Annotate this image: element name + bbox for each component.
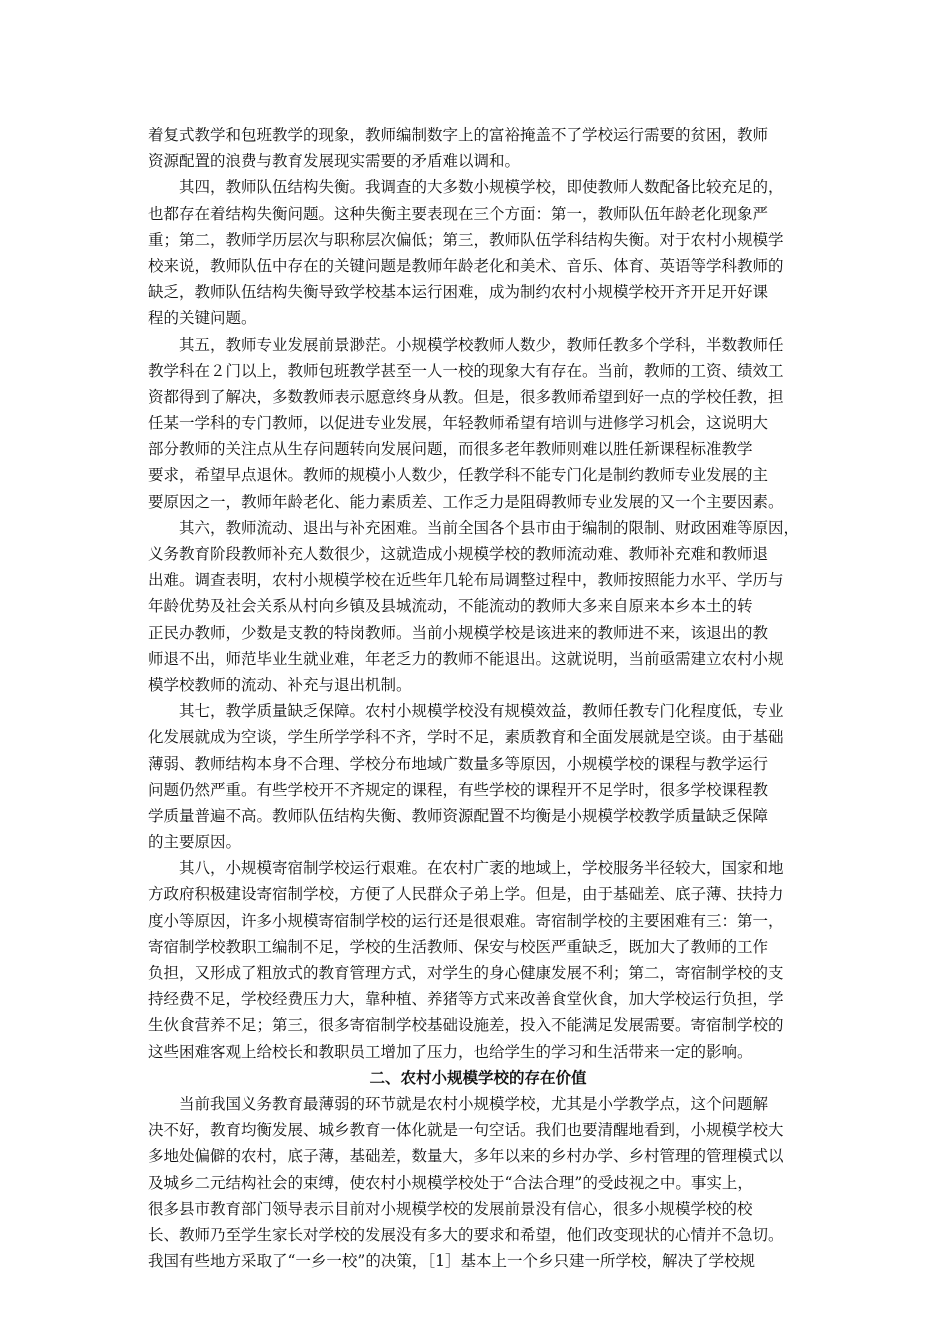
text-line: 重；第二，教师学历层次与职称层次偏低；第三，教师队伍学科结构失衡。对于农村小规模学 <box>148 230 784 249</box>
paragraph-first-line: 其四，教师队伍结构失衡。我调查的大多数小规模学校，即使教师人数配备比较充足的， <box>179 178 784 197</box>
text-line: 资源配置的浪费与教育发展现实需要的矛盾难以调和。 <box>148 152 521 171</box>
text-line: 这些困难客观上给校长和教职员工增加了压力，也给学生的学习和生活带来一定的影响。 <box>148 1042 753 1061</box>
text-line: 要原因之一，教师年龄老化、能力素质差、工作乏力是阻碍教师专业发展的又一个主要因素。 <box>148 492 784 511</box>
text-line: 要求，希望早点退休。教师的规模小人数少，任教学科不能专门化是制约教师专业发展的主 <box>148 466 769 485</box>
text-line: 模学校教师的流动、补充与退出机制。 <box>148 675 412 694</box>
paragraph-first-line: 其七，教学质量缺乏保障。农村小规模学校没有规模效益，教师任教专门化程度低，专业 <box>179 702 784 721</box>
text-line: 部分教师的关注点从生存问题转向发展问题，而很多老年教师则难以胜任新课程标准教学 <box>148 440 753 459</box>
text-line: 义务教育阶段教师补充人数很少，这就造成小规模学校的教师流动难、教师补充难和教师退 <box>148 545 769 563</box>
text-line: 度小等原因，许多小规模寄宿制学校的运行还是很艰难。寄宿制学校的主要困难有三：第一， <box>148 911 784 930</box>
text-line: 化发展就成为空谈，学生所学学科不齐，学时不足，素质教育和全面发展就是空谈。由于基础 <box>148 728 784 747</box>
text-line: 及城乡二元结构社会的束缚，使农村小规模学校处于“合法合理”的受歧视之中。事实上， <box>148 1173 753 1192</box>
text-line: 长、教师乃至学生家长对学校的发展没有多大的要求和希望，他们改变现状的心情并不急切。 <box>148 1225 784 1244</box>
text-line: 程的关键问题。 <box>148 309 257 328</box>
paragraph-first-line: 当前我国义务教育最薄弱的环节就是农村小规模学校，尤其是小学教学点，这个问题解 <box>179 1094 769 1113</box>
text-line: 年龄优势及社会关系从村向乡镇及县城流动，不能流动的教师大多来自原来本乡本土的转 <box>148 597 753 616</box>
text-line: 生伙食营养不足；第三，很多寄宿制学校基础设施差，投入不能满足发展需要。寄宿制学校的 <box>148 1016 784 1035</box>
text-line: 学质量普遍不高。教师队伍结构失衡、教师资源配置不均衡是小规模学校教学质量缺乏保障 <box>148 806 769 825</box>
text-line: 多地处偏僻的农村，底子薄，基础差，数量大，多年以来的乡村办学、乡村管理的管理模式以 <box>148 1147 784 1166</box>
text-line: 校来说，教师队伍中存在的关键问题是教师年龄老化和美术、音乐、体育、英语等学科教师的 <box>148 256 784 275</box>
text-line: 很多县市教育部门领导表示目前对小规模学校的发展前景没有信心，很多小规模学校的校 <box>148 1199 753 1218</box>
paragraph-first-line: 其五，教师专业发展前景渺茫。小规模学校教师人数少，教师任教多个学科，半数教师任 <box>179 335 784 354</box>
text-line: 缺乏，教师队伍结构失衡导致学校基本运行困难，成为制约农村小规模学校开齐开足开好课 <box>148 283 769 302</box>
text-line: 寄宿制学校教职工编制不足，学校的生活教师、保安与校医严重缺乏，既加大了教师的工作 <box>148 937 769 956</box>
section-heading: 二、农村小规模学校的存在价值 <box>369 1068 587 1087</box>
text-line: 持经费不足，学校经费压力大，靠种植、养猪等方式来改善食堂伙食，加大学校运行负担，学 <box>148 990 784 1009</box>
text-line: 正民办教师，少数是支教的特岗教师。当前小规模学校是该进来的教师进不来，该退出的教 <box>148 623 769 642</box>
text-line: 的主要原因。 <box>148 833 242 852</box>
text-line: 薄弱、教师结构本身不合理、学校分布地域广数量多等原因，小规模学校的课程与教学运行 <box>148 754 769 773</box>
body-text <box>148 122 808 1274</box>
text-line: 教学科在２门以上，教师包班教学甚至一人一校的现象大有存在。当前，教师的工资、绩效工 <box>148 361 784 380</box>
text-line: 也都存在着结构失衡问题。这种失衡主要表现在三个方面：第一，教师队伍年龄老化现象严 <box>148 204 769 223</box>
text-line: 方政府积极建设寄宿制学校，方便了人民群众子弟上学。但是，由于基础差、底子薄、扶持力 <box>148 885 784 904</box>
paragraph-first-line: 其八，小规模寄宿制学校运行艰难。在农村广袤的地域上，学校服务半径较大，国家和地 <box>179 859 784 878</box>
paragraph-first-line: 其六，教师流动、退出与补充困难。当前全国各个县市由于编制的限制、财政困难等原因， <box>179 518 800 537</box>
text-line: 资都得到了解决，多数教师表示愿意终身从教。但是，很多教师希望到好一点的学校任教，担 <box>148 387 784 406</box>
text-line: 我国有些地方采取了“一乡一校”的决策，［1］基本上一个乡只建一所学校，解决了学校规 <box>148 1252 755 1271</box>
text-line: 出难。调查表明，农村小规模学校在近些年几轮布局调整过程中，教师按照能力水平、学历与 <box>148 571 784 590</box>
text-line: 任某一学科的专门教师，以促进专业发展，年轻教师希望有培训与进修学习机会，这说明大 <box>148 414 769 433</box>
text-line: 负担，又形成了粗放式的教育管理方式，对学生的身心健康发展不利；第二，寄宿制学校的支 <box>148 964 784 982</box>
text-line: 着复式教学和包班教学的现象，教师编制数字上的富裕掩盖不了学校运行需要的贫困，教师 <box>148 126 769 144</box>
text-line: 问题仍然严重。有些学校开不齐规定的课程，有些学校的课程开不足学时，很多学校课程教 <box>148 780 769 799</box>
text-line: 决不好，教育均衡发展、城乡教育一体化就是一句空话。我们也要清醒地看到，小规模学校大 <box>148 1121 784 1140</box>
text-line: 师退不出，师范毕业生就业难，年老乏力的教师不能退出。这就说明，当前亟需建立农村小规 <box>148 649 784 668</box>
